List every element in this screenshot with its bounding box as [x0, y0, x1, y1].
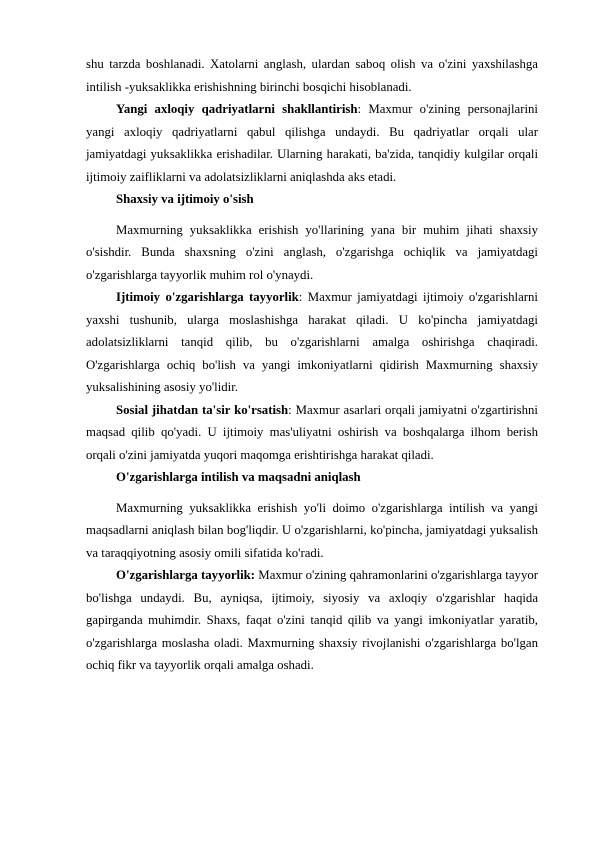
- paragraph-lead: Yangi axloqiy qadriyatlarni shakllantirish: [116, 102, 358, 116]
- paragraph: Maxmurning yuksaklikka erishish yo'li doimo o'zgarishlarga intilish va yangi maqsadlarni aniqlash bilan bog'liqdir. U o'zgarishlarni, ko'pincha, jamiyatdagi yuksalish va taraqqiyotning asosiy omili sifatida ko'radi.: [86, 500, 538, 560]
- document-page: [86, 53, 538, 677]
- paragraph-body: : Maxmur jamiyatdagi ijtimoiy o'zgarishlarni yaxshi tushunib, ularga moslashishga harakat qiladi. U ko'pincha jamiyatdagi adolatsizliklarni tanqid qilib, bu o'zgarishlarni amalga oshirishga chaqiradi. O'zgarishlarga ochiq bo'lish va yangi imkoniyatlarni qidirish Maxmurning shaxsiy yuksalishining asosiy yo'lidir.: [86, 290, 538, 394]
- paragraph-lead: O'zgarishlarga tayyorlik:: [116, 568, 256, 582]
- paragraph: Maxmurning yuksaklikka erishish yo'llarining yana bir muhim jihati shaxsiy o'sishdir. Bunda shaxsning o'zini anglash, o'zgarishga ochiqlik va jamiyatdagi o'zgarishlarga tayyorlik muhim rol o'ynaydi.: [86, 222, 538, 282]
- section-heading: Shaxsiy va ijtimoiy o'sish: [116, 192, 254, 206]
- paragraph: [86, 564, 538, 677]
- section-heading: O'zgarishlarga intilish va maqsadni aniqlash: [116, 470, 361, 484]
- paragraph: [86, 98, 538, 188]
- paragraph-lead: Ijtimoiy o'zgarishlarga tayyorlik: [116, 290, 299, 304]
- paragraph: [86, 399, 538, 467]
- paragraph: shu tarzda boshlanadi. Xatolarni anglash, ulardan saboq olish va o'zini yaxshilashga intilish -yuksaklikka erishishning birinchi bosqichi hisoblanadi.: [86, 57, 538, 94]
- paragraph-body: : Maxmur asarlari orqali jamiyatni o'zgartirishni maqsad qilib qo'yadi. U ijtimoiy mas'uliyatni oshirish va boshqalarga ilhom berish orqali o'zini jamiyatda yuqori maqomga erishtirishga harakat qiladi.: [86, 402, 538, 462]
- paragraph: [86, 286, 538, 399]
- paragraph-body: : Maxmur o'zining personajlarini yangi axloqiy qadriyatlarni qabul qilishga undaydi. Bu qadriyatlar orqali ular jamiyatdagi yuksaklikka erishadilar. Ularning harakati, ba'zida, tanqidiy kulgilar orqali ijtimoiy zaifliklarni va adolatsizliklarni aniqlashda aks etadi.: [86, 102, 538, 184]
- paragraph-lead: Sosial jihatdan ta'sir ko'rsatish: [116, 402, 289, 417]
- paragraph-body: Maxmur o'zining qahramonlarini o'zgarishlarga tayyor bo'lishga undaydi. Bu, ayniqsa, ijtimoiy, siyosiy va axloqiy o'zgarishlar haqida gapirganda muhimdir. Shaxs, faqat o'zini tanqid qilib va yangi imkoniyatlar yaratib, o'zgarishlarga moslasha oladi. Maxmurning shaxsiy rivojlanishi o'zgarishlarga bo'lgan ochiq fikr va tayyorlik orqali amalga oshadi.: [86, 568, 538, 672]
